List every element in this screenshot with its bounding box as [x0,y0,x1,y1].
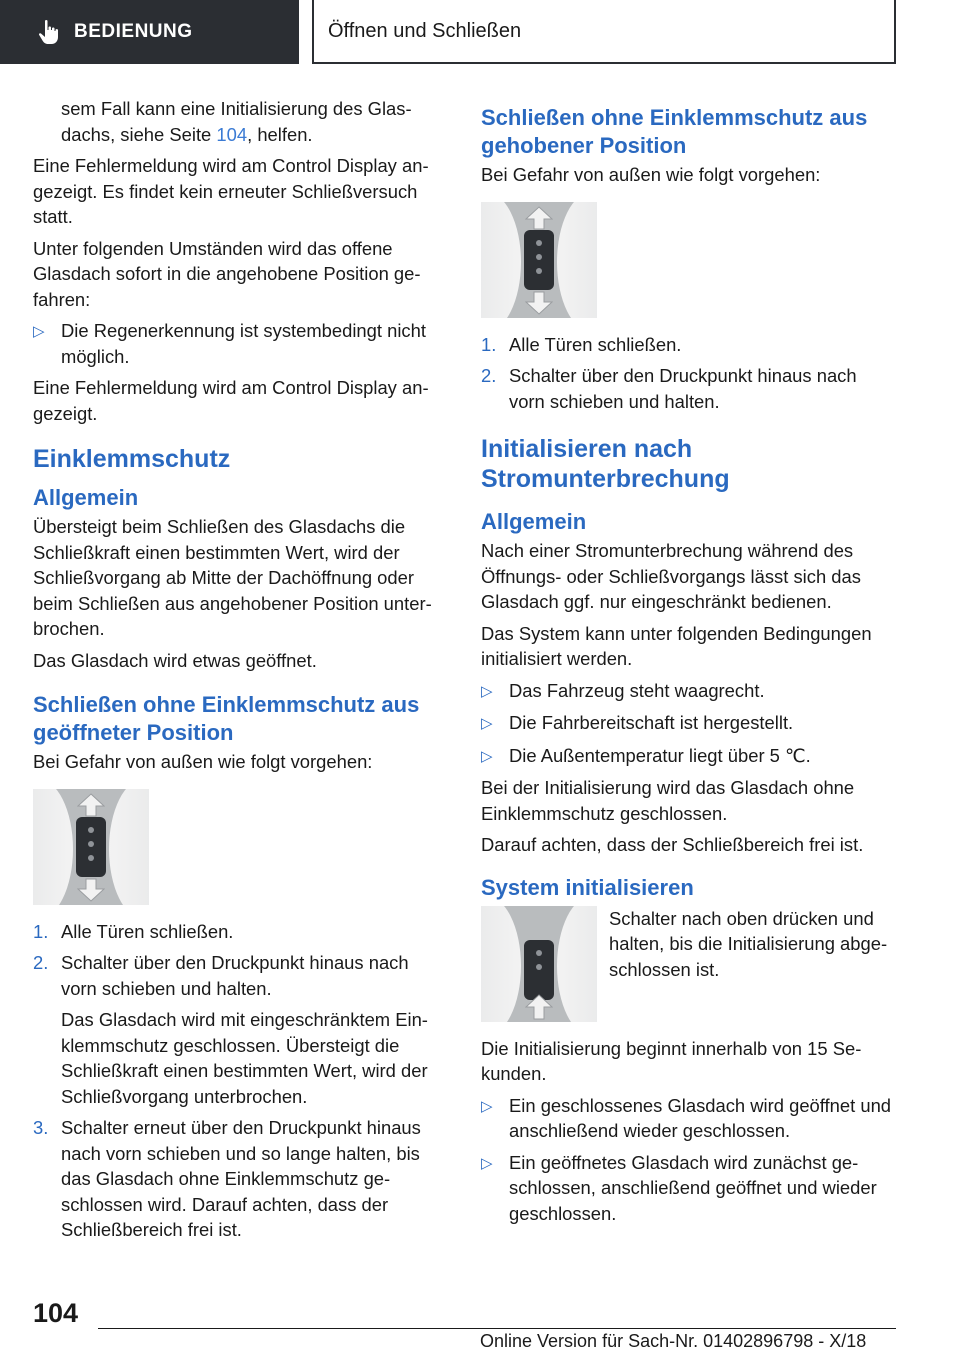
list-item [481,710,897,737]
list-item [33,318,449,369]
triangle-right-icon: ▷ [481,1097,493,1115]
list-item-text: Ein geschlossenes Glasdach wird geöffnet und anschließend wieder geschlossen. [509,1094,892,1141]
text: sem Fall kann eine Initialisierung des Glas-dachs, siehe Seite [61,98,412,145]
triangle-right-icon: ▷ [481,715,493,732]
section-tab[interactable] [0,0,299,64]
arrow-up-icon [525,994,553,1020]
paragraph: Eine Fehlermeldung wird am Control Display an-gezeigt. Es findet kein erneuter Schließversuch statt. [33,155,429,227]
list-item-text: Die Außentemperatur liegt über 5 ℃. [509,744,811,766]
step-text: Alle Türen schließen. [61,920,234,942]
subsection-heading: System initialisieren [481,874,694,900]
triangle-right-icon: ▷ [481,747,493,765]
arrow-down-icon [525,291,553,315]
paragraph: Die Initialisierung beginnt innerhalb von 15 Se-kunden. [481,1037,862,1084]
triangle-right-icon: ▷ [33,323,45,340]
section-tab-label: BEDIENUNG [74,21,193,42]
step-text: Schalter über den Druckpunkt hinaus nach vorn schieben und halten. [61,952,409,999]
paragraph: Bei der Initialisierung wird das Glasdach ohne Einklemmschutz geschlossen. [481,777,855,824]
switch-photo [33,789,149,905]
list-item-text: Das Fahrzeug steht waagrecht. [509,679,765,701]
list-item [33,950,449,1001]
step-text: Schalter erneut über den Druckpunkt hinaus nach vorn schieben und so lange halten, bis das Glasdach ohne Einklemmschutz ge-schlossen wird. Darauf achten, dass der Schließbereich frei ist. [61,1117,421,1240]
list-item-text: Ein geöffnetes Glasdach wird zunächst ge-schlossen, anschließend geöffnet und wieder geschlossen. [509,1151,877,1224]
list-item [481,1093,897,1144]
right-column [481,96,897,1232]
list-item [481,743,897,770]
step-number: 2. [481,365,497,386]
page-link[interactable]: 104 [216,123,248,145]
page-number: 104 [33,1298,79,1328]
list-item-text: Die Fahrbereitschaft ist hergestellt. [509,712,794,733]
footer-online-version: Online Version für Sach-Nr. 01402896798 - X/18 [480,1331,867,1351]
list-item [481,1150,897,1227]
chapter-title: Öffnen und Schließen [312,0,896,64]
image-text-block [481,906,897,1036]
paragraph: Bei Gefahr von außen wie folgt vorgehen: [33,751,373,772]
step-number: 1. [33,920,49,942]
step-text: Schalter über den Druckpunkt hinaus nach vorn schieben und halten. [509,365,857,412]
list-item-text: Die Regenerkennung ist systembedingt nicht möglich. [61,320,426,367]
list-item [33,1115,449,1243]
step-text: Alle Türen schließen. [509,333,682,355]
list-item [481,332,897,358]
subsection-heading: Schließen ohne Einklemmschutz aus geöffneter Position [33,692,420,745]
step-number: 1. [481,333,497,355]
footer-divider [98,1328,896,1329]
subsection-heading: Allgemein [33,485,139,510]
left-column [33,96,449,1249]
triangle-right-icon: ▷ [481,682,493,700]
arrow-up-icon [525,206,553,230]
switch-photo [481,202,597,318]
step-number: 3. [33,1117,49,1138]
paragraph: Schalter nach oben drücken und halten, bis die Initialisierung abge-schlossen ist. [609,907,888,980]
section-heading: Initialisieren nach Stromunterbrechung [481,435,730,493]
subsection-heading: Schließen ohne Einklemmschutz aus gehobener Position [481,105,868,158]
section-heading: Einklemmschutz [33,445,231,473]
paragraph: Darauf achten, dass der Schließbereich frei ist. [481,834,864,855]
arrow-down-icon [77,878,105,902]
arrow-up-icon [77,793,105,817]
paragraph: Eine Fehlermeldung wird am Control Display an-gezeigt. [33,377,429,424]
hand-pointer-icon [38,19,60,45]
paragraph: Unter folgenden Umständen wird das offene Glasdach sofort in die angehobene Position ge-fahren: [33,237,421,310]
page-header [0,0,960,66]
paragraph: Übersteigt beim Schließen des Glasdachs die Schließkraft einen bestimmten Wert, wird der Schließvorgang ab Mitte der Dachöffnung oder beim Schließen aus angehobener Position unter-brochen. [33,516,432,639]
list-item [481,678,897,705]
paragraph [33,96,449,147]
paragraph: Das Glasdach wird etwas geöffnet. [33,649,317,671]
paragraph: Bei Gefahr von außen wie folgt vorgehen: [481,164,821,185]
list-item [481,363,897,414]
list-item [33,919,449,945]
subsection-heading: Allgemein [481,509,587,534]
paragraph: Das System kann unter folgenden Bedingungen initialisiert werden. [481,622,872,669]
paragraph: Nach einer Stromunterbrechung während des Öffnungs- oder Schließvorgangs lässt sich das Glasdach ggf. nur eingeschränkt bedienen. [481,540,861,612]
switch-photo [481,906,597,1022]
text: , helfen. [247,123,313,145]
step-number: 2. [33,952,49,973]
step-note: Das Glasdach wird mit eingeschränktem Ein-klemmschutz geschlossen. Übersteigt die Schließkraft einen bestimmten Wert, wird der Schließvorgang unterbrochen. [61,1009,428,1107]
triangle-right-icon: ▷ [481,1154,493,1172]
